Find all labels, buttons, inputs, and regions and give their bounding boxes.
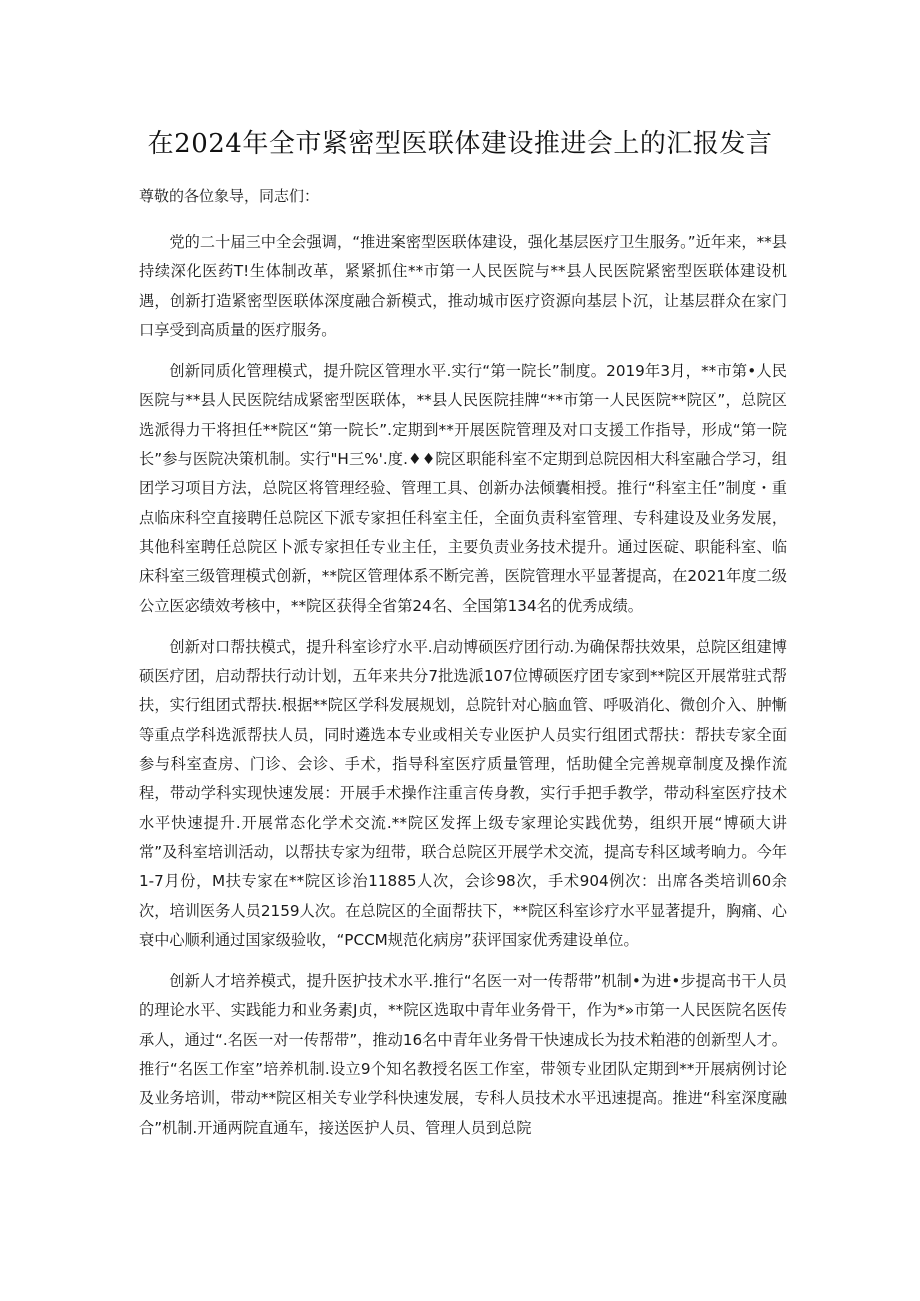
paragraph-management: 创新同质化管理模式，提升院区管理水平.实行“第一院长”制度。2019年3月，**市第•人民医院与**县人民医院结成紧密型医联体，**县人民医院挂牌“**市第一人民医院**院区”，总院区选派得力干将担任**院区“第一院长”.定期到**开展医院管理及对口支援工作指导，形成“第一院长”参与医院决策机制。实行"H三%'.度.♦♦院区职能科室不定期到总院因相大科室融合学习，组团学习项目方法，总院区将管理经验、管理工具、创新办法倾囊相授。推行“科室主任”制度・重点临床科空直接聘任总院区下派专家担任科室主任，全面负责科室管理、专科建设及业务发展，其他科室聘任总院区卜派专家担任专业主任，主要负责业务技术提升。通过医碇、职能科室、临床科室三级管理模式创新，**院区管理体系不断完善，医院管理水平显著提高，在2021年度二级公立医宓绩效考核中，**院区获得全省第24名、全国第134名的优秀成绩。: [139, 362, 787, 615]
paragraph-talent: 创新人才培养模式，提升医护技术水平.推行“名医一对一传帮带”机制•为进•步提高书干人员的理论水平、实践能力和业务素J贞，**院区选取中青年业务骨干，作为*»市第一人民医院名医传承人，通过“.名医一对一传帮带”，推动16名中青年业务骨干快速成长为技术粕港的创新型人才。推行“名医工作室”培养机制.设立9个知名教授名医工作室，带领专业团队定期到**开展病例讨论及业务培训，带动**院区相关专业学科快速发展，专科人员技术水平迅速提高。推进“科室深度融合”机制.开通两院直通车，接送医护人员、管理人员到总院: [139, 972, 787, 1137]
paragraph-assistance: 创新对口帮扶模式，提升科室诊疗水平.启动博硕医疗团行动.为确保帮扶效果，总院区组建博硕医疗团，启动帮扶行动计划，五年来共分7批选派107位博硕医疗团专家到**院区开展常驻式帮扶，实行组团式帮扶.根据**院区学科发展规划，总院针对心脑血管、呼吸消化、微创介入、肿慚等重点学科选派帮扶人员，同时遴选本专业或相关专业医护人员实行组团式帮扶：帮扶专家全面参与科室查房、门诊、会诊、手术，指导科室医疗质量管理，恬助健全完善规章制度及操作流程，带动学科实现快速发展：开展手术操作注重言传身教，实行手把手教学，带动科室医疗技术水平快速提升.开展常态化学术交流.**院区发挥上级专家理论实践优势，组织开展“博硕大讲常”及科室培训活动，以帮扶专家为纽带，联合总院区开展学术交流，提高专科区域考晌力。今年1-7月份，M扶专家在**院区诊治11885人次，会诊98次，手术904例次：出席各类培训60余次，培训医务人员2159人次。在总院区的全面帮扶下，**院区科室诊疗水平显著提升，胸痛、心衰中心顺利通过国家级验收，“PCCM规范化病房”获评国家优秀建设单位。: [139, 637, 787, 949]
document-body: [139, 228, 787, 1155]
paragraph-intro: 党的二十届三中全会强调，“推进案密型医联体建设，强化基层医疗卫生服务。”近年来，**县持续深化医药T!生体制改革，紧紧抓住**市第一人民医院与**县人民医院紧密型医联体建设机遇，创新打造紧密型医联体深度融合新模式，推动城市医疗资源向基层卜沉，让基层群众在家门口享受到高质量的医疗服务。: [139, 233, 787, 339]
document-title: 在2024年全市紧密型医联体建设推进会上的汇报发言: [147, 129, 773, 159]
salutation: 尊敬的各位象导，同志们：: [139, 187, 320, 205]
